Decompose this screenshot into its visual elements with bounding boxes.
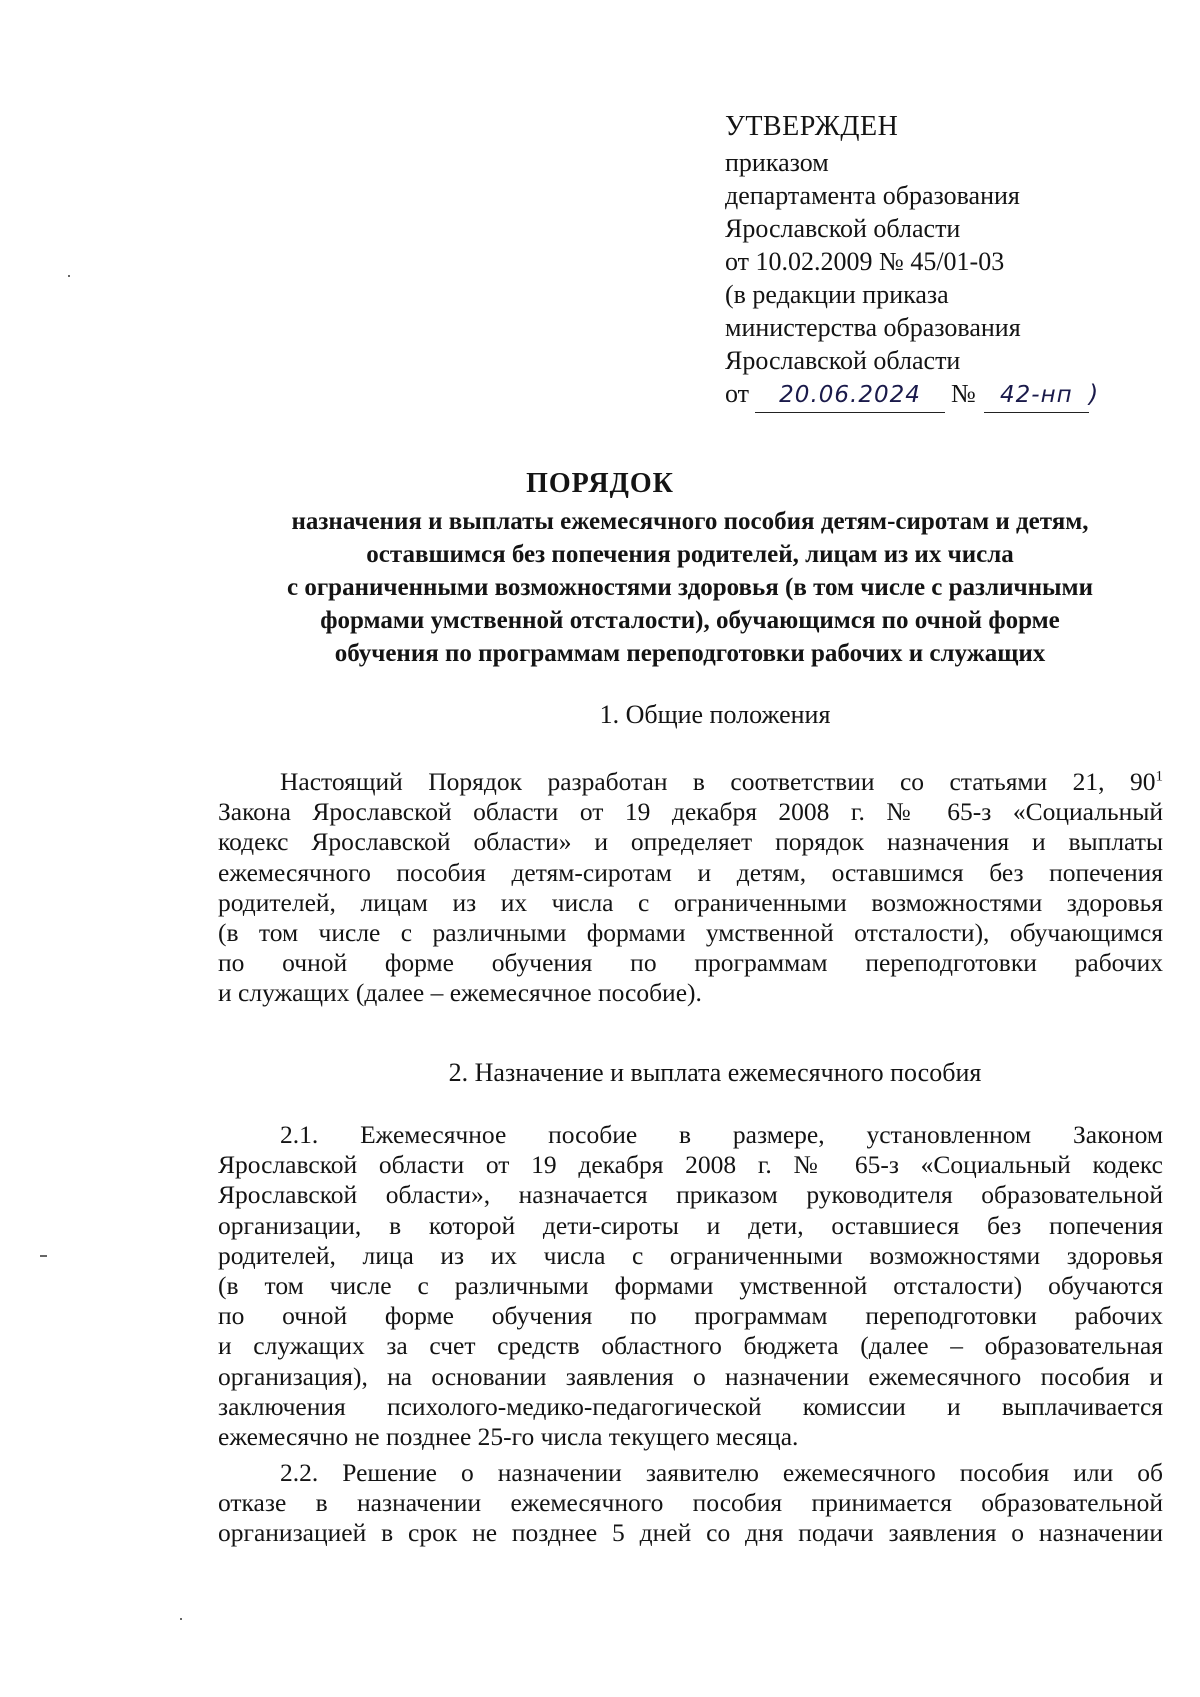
approval-line: Ярославской области xyxy=(725,346,961,375)
paragraph-line: организацией в срок не позднее 5 дней со дня подачи заявления о назначении xyxy=(218,1518,1163,1548)
paragraph-line: отказе в назначении ежемесячного пособия принимается образовательной xyxy=(218,1488,1163,1518)
paragraph-line: заключения психолого-медико-педагогической комиссии и выплачивается xyxy=(218,1391,1163,1421)
paragraph-line: ежемесячно не позднее 25-го числа текущего месяца. xyxy=(218,1422,799,1452)
paragraph-line: (в том числе с различными формами умственной отсталости) обучаются xyxy=(218,1271,1163,1301)
section-1-paragraph xyxy=(218,767,1163,1009)
approval-date-line xyxy=(725,377,1098,413)
handwritten-date: 20.06.2024 xyxy=(755,379,945,413)
subtitle-line: формами умственной отсталости), обучающимся по очной форме xyxy=(320,607,1060,634)
paragraph-line: кодекс Ярославской области» и определяет порядок назначения и выплаты xyxy=(218,827,1163,857)
subtitle-line: назначения и выплаты ежемесячного пособия детям-сиротам и детям, xyxy=(291,508,1089,535)
approval-title: УТВЕРЖДЕН xyxy=(725,111,899,142)
paragraph-line: организация), на основании заявления о назначении ежемесячного пособия и xyxy=(218,1361,1163,1391)
paragraph-line: родителей, лица из их числа с ограниченными возможностями здоровья xyxy=(218,1240,1163,1270)
approval-line: от 10.02.2009 № 45/01-03 xyxy=(725,247,1005,276)
paragraph-line: по очной форме обучения по программам переподготовки рабочих xyxy=(218,1301,1163,1331)
paragraph-line: родителей, лицам из их числа с ограниченными возможностями здоровья xyxy=(218,887,1163,917)
paragraph-line: Закона Ярославской области от 19 декабря 2008 г. № 65-з «Социальный xyxy=(218,797,1163,827)
subtitle-line: обучения по программам переподготовки рабочих и служащих xyxy=(334,640,1046,667)
handwritten-number: 42-нп xyxy=(984,379,1089,413)
paragraph-line: Ярославской области от 19 декабря 2008 г. № 65-з «Социальный кодекс xyxy=(218,1150,1163,1180)
paragraph-line: и служащих (далее – ежемесячное пособие). xyxy=(218,978,702,1008)
scan-speck xyxy=(68,275,70,277)
approval-stamp-block xyxy=(725,108,1098,413)
subtitle-line: с ограниченными возможностями здоровья (в том числе с различными xyxy=(286,574,1093,601)
superscript: 1 xyxy=(1155,768,1163,785)
paragraph-line: 2.1. Ежемесячное пособие в размере, установленном Законом xyxy=(280,1120,1163,1149)
approval-line: Ярославской области xyxy=(725,214,961,243)
paragraph-line: (в том числе с различными формами умственной отсталости), обучающимся xyxy=(218,918,1163,948)
number-sign: № xyxy=(951,379,976,408)
paragraph-line: Ярославской области», назначается приказом руководителя образовательной xyxy=(218,1180,1163,1210)
closing-paren: ) xyxy=(1088,380,1099,408)
clause-2-1 xyxy=(218,1120,1163,1452)
document-title: ПОРЯДОК xyxy=(526,468,674,499)
scan-speck xyxy=(180,1618,182,1620)
paragraph-line: Настоящий Порядок разработан в соответствии со статьями 21, $90^1$ xyxy=(280,767,1163,796)
scan-speck xyxy=(40,1255,47,1257)
approval-line: министерства образования xyxy=(725,313,1021,342)
section-1-heading: 1. Общие положения xyxy=(599,700,831,729)
clause-2-2 xyxy=(218,1458,1163,1549)
paragraph-line: организации, в которой дети-сироты и дети, оставшиеся без попечения xyxy=(218,1210,1163,1240)
approval-line: (в редакции приказа xyxy=(725,280,949,309)
subtitle-line: оставшимся без попечения родителей, лицам из их числа xyxy=(366,541,1014,568)
paragraph-line: ежемесячного пособия детям-сиротам и детям, оставшимся без попечения xyxy=(218,857,1163,887)
paragraph-line: 2.2. Решение о назначении заявителю ежемесячного пособия или об xyxy=(280,1458,1163,1487)
section-2-heading: 2. Назначение и выплата ежемесячного пособия xyxy=(448,1058,982,1087)
approval-date-prefix: от xyxy=(725,379,750,408)
document-subtitle xyxy=(200,505,1180,670)
paragraph-line: по очной форме обучения по программам переподготовки рабочих xyxy=(218,948,1163,978)
approval-line: приказом xyxy=(725,148,829,177)
paragraph-line: и служащих за счет средств областного бюджета (далее – образовательная xyxy=(218,1331,1163,1361)
approval-line: департамента образования xyxy=(725,181,1020,210)
